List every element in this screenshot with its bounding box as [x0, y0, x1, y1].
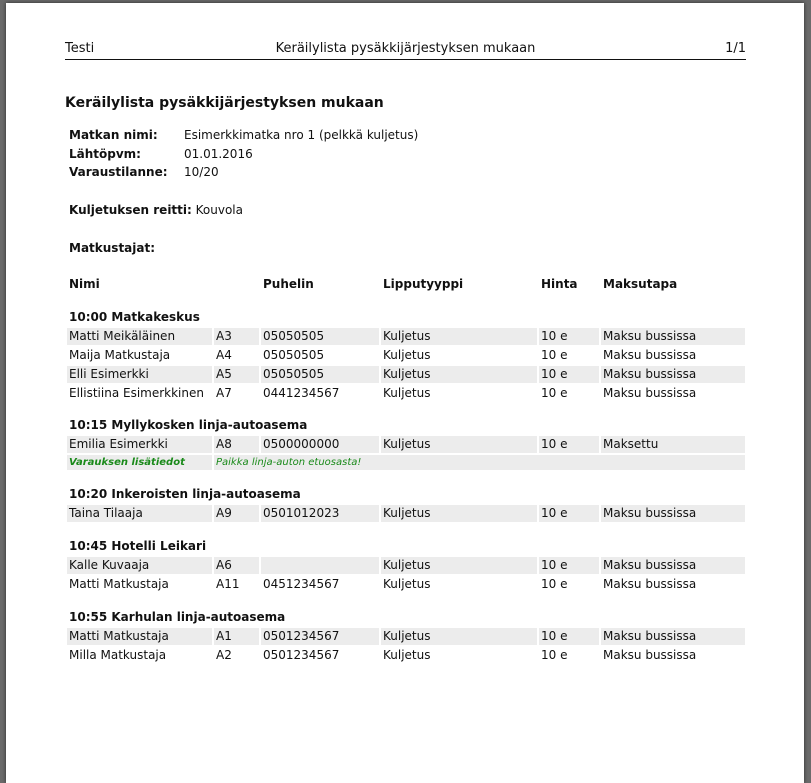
meta-value: 01.01.2016 [184, 147, 253, 161]
passenger-name: Taina Tilaaja [67, 505, 212, 522]
ticket-type: Kuljetus [381, 328, 537, 345]
seat: A5 [214, 366, 259, 383]
meta-label: Lähtöpvm: [69, 147, 141, 161]
ticket-type: Kuljetus [381, 385, 537, 402]
payment-method: Maksu bussissa [601, 366, 745, 383]
passenger-name: Matti Matkustaja [67, 628, 212, 645]
table-row [67, 576, 745, 593]
phone: 0501234567 [261, 628, 379, 645]
payment-method: Maksu bussissa [601, 347, 745, 364]
price: 10 e [539, 328, 599, 345]
booking-note-row [67, 455, 745, 470]
phone: 05050505 [261, 366, 379, 383]
booking-note-text: Paikka linja-auton etuosasta! [214, 455, 745, 470]
payment-method: Maksu bussissa [601, 328, 745, 345]
seat: A2 [214, 647, 259, 664]
meta-label: Matkan nimi: [69, 128, 158, 142]
passenger-name: Kalle Kuvaaja [67, 557, 212, 574]
header-left: Testi [65, 41, 95, 56]
passenger-name: Maija Matkustaja [67, 347, 212, 364]
phone: 0451234567 [261, 576, 379, 593]
price: 10 e [539, 385, 599, 402]
ticket-type: Kuljetus [381, 557, 537, 574]
table-row [67, 436, 745, 453]
seat: A1 [214, 628, 259, 645]
price: 10 e [539, 436, 599, 453]
phone: 05050505 [261, 347, 379, 364]
header-page-number: 1/1 [725, 41, 746, 56]
column-header-ticket-type: Lipputyyppi [383, 277, 464, 291]
travellers-heading: Matkustajat: [69, 241, 156, 255]
phone [261, 557, 379, 574]
price: 10 e [539, 576, 599, 593]
passenger-name: Ellistiina Esimerkkinen [67, 385, 212, 402]
passenger-name: Matti Matkustaja [67, 576, 212, 593]
ticket-type: Kuljetus [381, 366, 537, 383]
ticket-type: Kuljetus [381, 576, 537, 593]
seat: A3 [214, 328, 259, 345]
route-value: Kouvola [195, 203, 243, 217]
phone: 0501012023 [261, 505, 379, 522]
payment-method: Maksettu [601, 436, 745, 453]
page-header [65, 41, 746, 60]
document-page [6, 3, 804, 783]
payment-method: Maksu bussissa [601, 647, 745, 664]
stop-heading: 10:45 Hotelli Leikari [69, 539, 207, 553]
phone: 0501234567 [261, 647, 379, 664]
table-row [67, 347, 745, 364]
page-title: Keräilylista pysäkkijärjestyksen mukaan [65, 95, 384, 111]
phone: 05050505 [261, 328, 379, 345]
ticket-type: Kuljetus [381, 647, 537, 664]
stop-heading: 10:55 Karhulan linja-autoasema [69, 610, 286, 624]
stop-heading: 10:15 Myllykosken linja-autoasema [69, 418, 308, 432]
payment-method: Maksu bussissa [601, 576, 745, 593]
ticket-type: Kuljetus [381, 628, 537, 645]
column-header-phone: Puhelin [263, 277, 314, 291]
seat: A7 [214, 385, 259, 402]
column-header-price: Hinta [541, 277, 578, 291]
table-row [67, 328, 745, 345]
ticket-type: Kuljetus [381, 505, 537, 522]
price: 10 e [539, 557, 599, 574]
passenger-name: Matti Meikäläinen [67, 328, 212, 345]
price: 10 e [539, 347, 599, 364]
seat: A4 [214, 347, 259, 364]
meta-label: Varaustilanne: [69, 165, 168, 179]
phone: 0500000000 [261, 436, 379, 453]
price: 10 e [539, 628, 599, 645]
meta-value: Esimerkkimatka nro 1 (pelkkä kuljetus) [184, 128, 419, 142]
seat: A8 [214, 436, 259, 453]
route-label: Kuljetuksen reitti: [69, 203, 192, 217]
table-row [67, 647, 745, 664]
route-line [69, 203, 243, 217]
meta-value: 10/20 [184, 165, 219, 179]
ticket-type: Kuljetus [381, 436, 537, 453]
stop-heading: 10:20 Inkeroisten linja-autoasema [69, 487, 301, 501]
seat: A11 [214, 576, 259, 593]
phone: 0441234567 [261, 385, 379, 402]
price: 10 e [539, 366, 599, 383]
stop-heading: 10:00 Matkakeskus [69, 310, 200, 324]
booking-note-label: Varauksen lisätiedot [67, 455, 212, 470]
price: 10 e [539, 647, 599, 664]
payment-method: Maksu bussissa [601, 628, 745, 645]
passenger-name: Milla Matkustaja [67, 647, 212, 664]
table-row [67, 505, 745, 522]
payment-method: Maksu bussissa [601, 385, 745, 402]
column-header-payment: Maksutapa [603, 277, 678, 291]
ticket-type: Kuljetus [381, 347, 537, 364]
seat: A6 [214, 557, 259, 574]
seat: A9 [214, 505, 259, 522]
header-title: Keräilylista pysäkkijärjestyksen mukaan [275, 41, 536, 56]
payment-method: Maksu bussissa [601, 557, 745, 574]
table-row [67, 385, 745, 402]
payment-method: Maksu bussissa [601, 505, 745, 522]
passenger-name: Elli Esimerkki [67, 366, 212, 383]
table-row [67, 628, 745, 645]
passenger-name: Emilia Esimerkki [67, 436, 212, 453]
column-header-name: Nimi [69, 277, 100, 291]
table-row [67, 366, 745, 383]
price: 10 e [539, 505, 599, 522]
table-row [67, 557, 745, 574]
